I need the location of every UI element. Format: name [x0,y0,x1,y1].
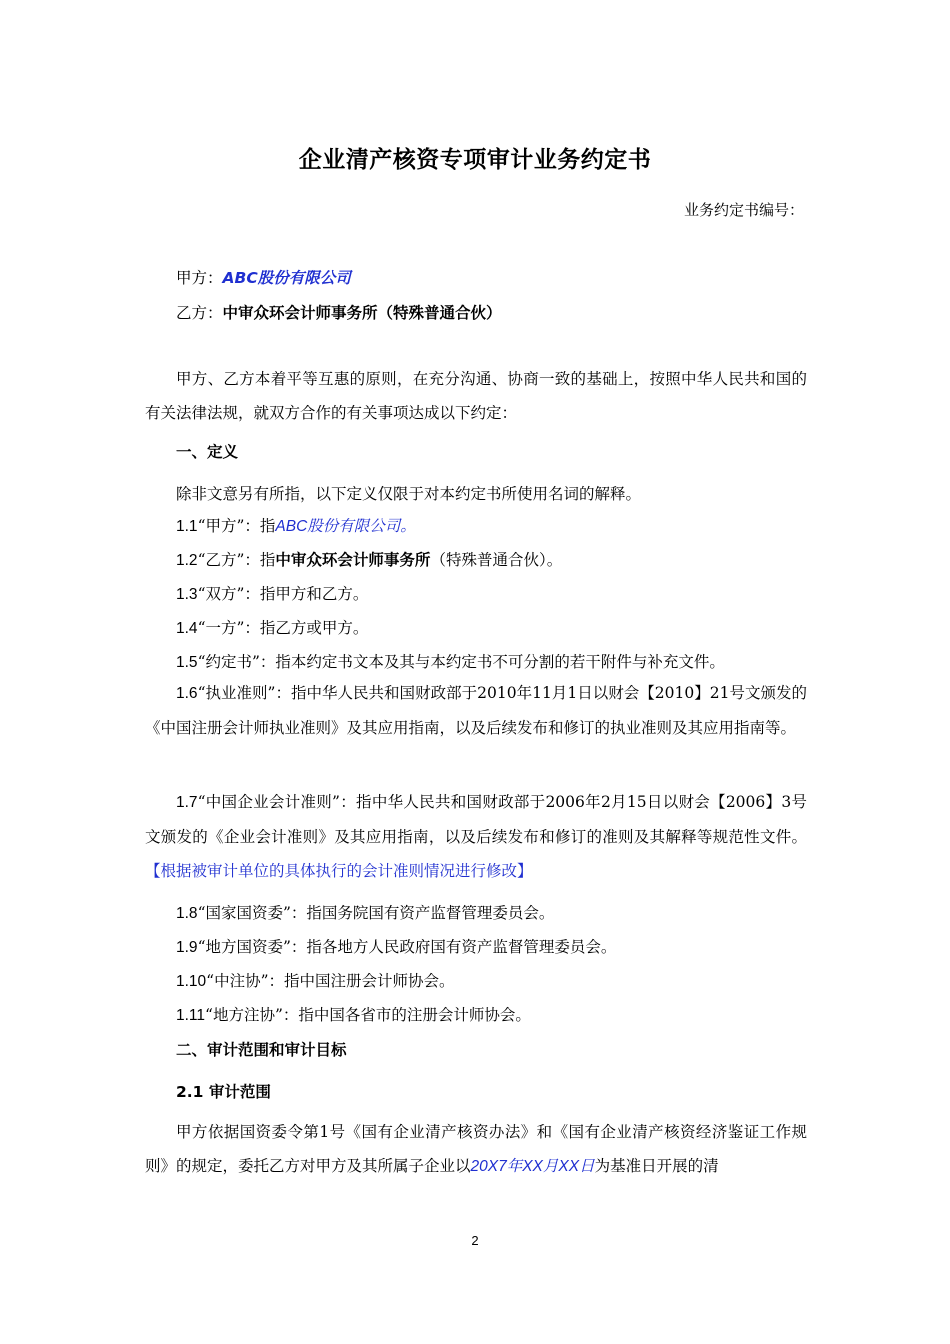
party-b-label: 乙方： [176,304,223,322]
definition-number: 1.11 [176,1007,206,1024]
paragraph-text: 甲方依据国资委令第1号《国有企业清产核资办法》和《国有企业清产核资经济鉴证工作规则》的规定，委托乙方对甲方及其所属子企业以 [145,1123,807,1175]
definition-number: 1.2 [176,552,198,569]
definition-1-4 [176,616,368,638]
definition-value-rest: （特殊普通合伙）。 [430,551,563,569]
definition-number: 1.1 [176,518,198,535]
definition-term: “乙方”：指 [197,551,276,569]
section-1-lead: 除非文意另有所指，以下定义仅限于对本约定书所使用名词的解释。 [176,485,642,503]
paragraph-text-end: 为基准日开展的清 [594,1157,719,1175]
definition-text: “约定书”：指本约定书文本及其与本约定书不可分割的若干附件与补充文件。 [197,653,725,671]
definition-number: 1.10 [176,973,207,990]
definition-1-1 [176,514,416,536]
document-title: 企业清产核资专项审计业务约定书 [298,147,652,173]
definition-text: “地方注协”：指中国各省市的注册会计师协会。 [205,1006,531,1024]
definition-1-10 [176,969,455,991]
definition-text: “双方”：指甲方和乙方。 [197,585,369,603]
definition-1-11 [176,1003,531,1025]
definition-1-8 [176,901,554,923]
party-b-name: 中审众环会计师事务所（特殊普通合伙） [222,304,502,322]
definition-value: ABC股份有限公司。 [275,518,416,535]
definition-number: 1.5 [176,654,198,671]
section-1-heading: 一、定义 [176,443,239,461]
definition-1-6 [145,676,807,745]
definition-number: 1.4 [176,620,198,637]
base-date-placeholder: 20X7年XX月XX日 [470,1158,595,1175]
editor-note: 【根据被审计单位的具体执行的会计准则情况进行修改】 [145,862,533,880]
definition-text: “中注协”：指中国注册会计师协会。 [206,972,455,990]
definition-value-bold: 中审众环会计师事务所 [275,551,431,569]
definition-number: 1.6 [176,685,198,702]
section-2-1-paragraph [145,1115,807,1184]
intro-paragraph: 甲方、乙方本着平等互惠的原则，在充分沟通、协商一致的基础上，按照中华人民共和国的有关法律法规，就双方合作的有关事项达成以下约定： [145,370,807,422]
contract-number-label: 业务约定书编号： [683,201,804,219]
definition-1-3 [176,582,368,604]
definition-text: “中国企业会计准则”：指中华人民共和国财政部于2006年2月15日以财会【2006】3号文颁发的《企业会计准则》及其应用指南，以及后续发布和修订的准则及其解释等规范性文件。 [145,793,807,846]
definition-number: 1.3 [176,586,198,603]
definition-text: “执业准则”：指中华人民共和国财政部于2010年11月1日以财会【2010】21号文颁发的《中国注册会计师执业准则》及其应用指南，以及后续发布和修订的执业准则及其应用指南等。 [145,684,807,737]
definition-text: “一方”：指乙方或甲方。 [197,619,369,637]
party-a-label: 甲方： [176,269,223,287]
definition-term: “甲方”：指 [197,517,276,535]
definition-number: 1.9 [176,939,198,956]
section-2-1-heading: 2.1 审计范围 [176,1083,271,1101]
definition-number: 1.7 [176,794,198,811]
definition-1-5 [176,650,725,672]
party-a-line [176,266,351,288]
party-b-line [176,301,502,323]
definition-1-9 [176,935,616,957]
page-number: 2 [471,1233,479,1248]
definition-1-7 [145,785,807,888]
party-a-name: ABC股份有限公司 [222,269,351,287]
definition-text: “国家国资委”：指国务院国有资产监督管理委员会。 [197,904,555,922]
definition-text: “地方国资委”：指各地方人民政府国有资产监督管理委员会。 [197,938,617,956]
definition-number: 1.8 [176,905,198,922]
section-2-heading: 二、审计范围和审计目标 [176,1041,347,1059]
definition-1-2 [176,548,562,570]
